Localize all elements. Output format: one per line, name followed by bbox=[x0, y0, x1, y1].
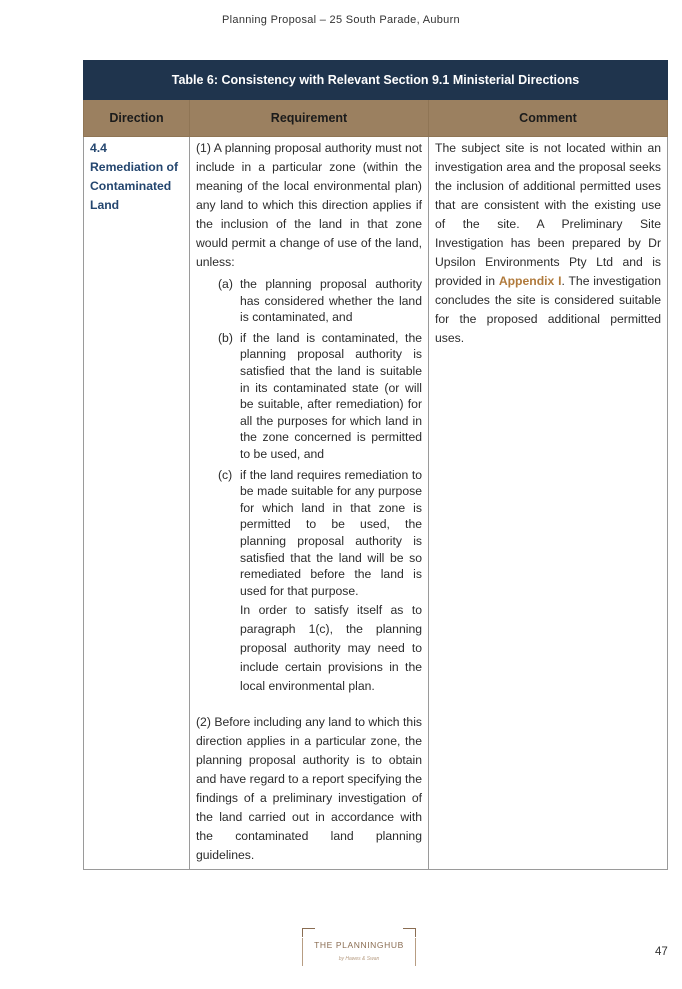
consistency-table bbox=[83, 60, 667, 870]
column-header-direction: Direction bbox=[84, 100, 190, 137]
logo-name: THE PLANNINGHUB bbox=[314, 940, 404, 950]
planning-hub-logo bbox=[302, 928, 416, 966]
list-item-label: (c) bbox=[218, 467, 233, 482]
page-number: 47 bbox=[655, 946, 668, 958]
list-item-text: if the land requires remediation to be made suitable for any purpose for which land in that zone is permitted to be used, the planning proposal authority is satisfied that the land will be so remediated before the land is used for that purpose. bbox=[240, 467, 422, 598]
appendix-reference[interactable]: Appendix I bbox=[498, 274, 562, 288]
logo-corner-left bbox=[302, 928, 315, 937]
logo-tagline: by Hawes & Swan bbox=[338, 956, 380, 962]
logo-corner-right bbox=[403, 928, 416, 937]
column-header-requirement: Requirement bbox=[190, 100, 429, 137]
running-header: Planning Proposal – 25 South Parade, Auburn bbox=[222, 14, 460, 26]
list-item-text: the planning proposal authority has considered whether the land is contaminated, and bbox=[240, 277, 422, 325]
list-item bbox=[218, 467, 422, 600]
requirement-note: In order to satisfy itself as to paragraph 1(c), the planning proposal authority may need to include certain provisions in the local environmental plan. bbox=[240, 603, 422, 694]
requirement-subitems bbox=[218, 276, 422, 599]
list-item-text: if the land is contaminated, the planning proposal authority is satisfied that the land is suitable in its contaminated state (or will be suitable, after remediation) for all the purposes for which land in the zone concerned is permitted to be used, and bbox=[240, 330, 422, 461]
comment-cell bbox=[429, 137, 668, 870]
table-title: Table 6: Consistency with Relevant Section 9.1 Ministerial Directions bbox=[84, 61, 668, 100]
requirement-cell bbox=[190, 137, 429, 870]
requirement-paragraph-2: (2) Before including any land to which this direction applies in a particular zone, the planning proposal authority is to obtain and have regard to a report specifying the findings of a preliminary investigation of the land carried out in accordance with the contaminated land planning guidelines. bbox=[196, 715, 422, 863]
column-header-comment: Comment bbox=[429, 100, 668, 137]
list-item bbox=[218, 276, 422, 326]
list-item-label: (b) bbox=[218, 330, 233, 345]
list-item bbox=[218, 330, 422, 463]
comment-text-before: The subject site is not located within an investigation area and the proposal seeks the inclusion of additional permitted uses that are consistent with the existing use of the site. A Preliminary Site Investigation has been prepared by Dr Upsilon Environments Pty Ltd and is provided in bbox=[435, 141, 662, 288]
comment-text-after: . The investigation concludes the site is considered suitable for the proposed additional permitted uses. bbox=[435, 274, 662, 345]
direction-cell: 4.4 Remediation of Contaminated Land bbox=[84, 137, 190, 870]
table-row bbox=[84, 137, 668, 870]
requirement-paragraph-1: (1) A planning proposal authority must not include in a particular zone (within the meaning of the local environmental plan) any land to which this direction applies if the inclusion of the land in that zone would permit a change of use of the land, unless: bbox=[196, 141, 422, 269]
list-item-label: (a) bbox=[218, 277, 233, 291]
